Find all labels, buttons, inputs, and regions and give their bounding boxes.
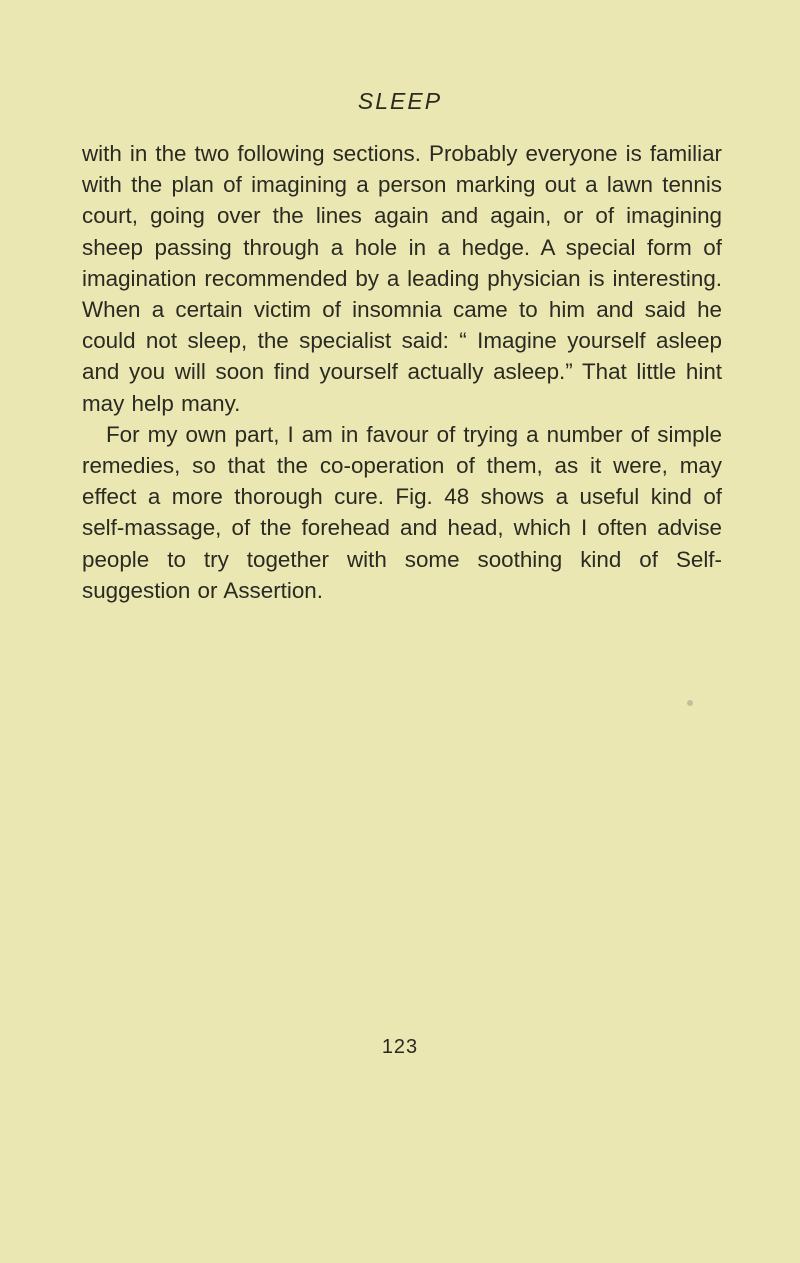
paragraph: For my own part, I am in favour of trying a number of simple remedies, so that the co-operation of them, as it were, may effect a more thorough cure. Fig. 48 shows a useful kind of self-massage, of the forehead and head, which I often advise people to try together with some soothing kind of Self-suggestion or Assertion. [82, 421, 722, 603]
paragraph: with in the two following sections. Probably everyone is familiar with the plan of imagining a person marking out a lawn tennis court, going over the lines again and again, or of imagining sheep passing through a hole in a hedge. A special form of imagination recommended by a leading physician is interesting. When a certain victim of insomnia came to him and said he could not sleep, the specialist said: “ Imagine yourself asleep and you will soon find yourself actually asleep.” That little hint may help many. [82, 141, 722, 416]
running-head: SLEEP [357, 88, 443, 114]
body-text [82, 138, 722, 606]
paper-speck [687, 700, 693, 706]
page-number: 123 [381, 1036, 419, 1058]
